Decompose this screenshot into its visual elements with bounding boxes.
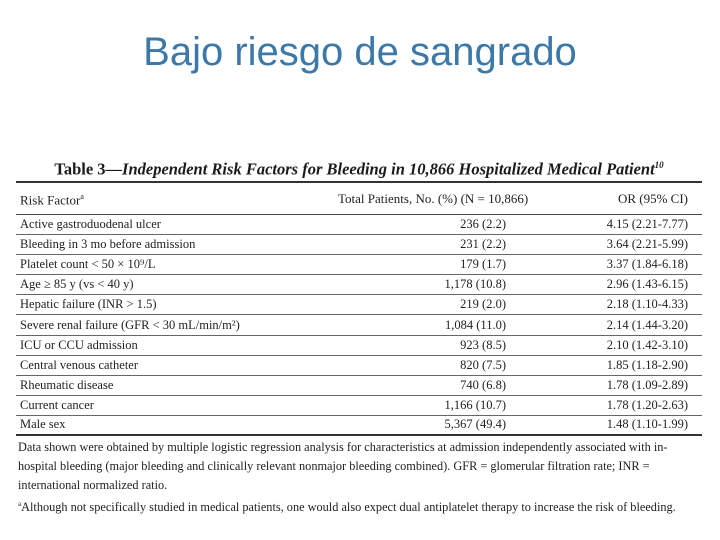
table-row [16,215,702,235]
table-footnote-a-mark: a [18,500,22,509]
row-risk-factor: Current cancer [20,397,94,412]
table-footnote-a-text: Although not specifically studied in medical patients, one would also expect dual antiplatelet therapy to increase the risk of bleeding. [21,500,676,515]
row-or: 3.64 (2.21-5.99) [606,237,688,252]
row-total-patients: 219 (2.0) [460,297,506,312]
row-risk-factor: Severe renal failure (GFR < 30 mL/min/m²) [20,317,240,332]
row-or: 3.37 (1.84-6.18) [606,257,688,272]
row-total-patients: 1,166 (10.7) [444,397,506,412]
table-caption-title: Independent Risk Factors for Bleeding in 10,866 Hospitalized Medical Patient [122,159,655,179]
row-risk-factor: Bleeding in 3 mo before admission [20,237,196,252]
table-row [16,315,702,335]
table-row [16,275,702,295]
row-or: 2.14 (1.44-3.20) [606,317,688,332]
table-header-row [16,183,702,215]
table-caption-ref: 10 [654,160,664,170]
row-or: 1.78 (1.20-2.63) [606,397,688,412]
row-risk-factor: Active gastroduodenal ulcer [20,217,161,232]
table-row [16,356,702,376]
table-row [16,235,702,255]
table-footnotes [16,436,702,517]
row-or: 2.10 (1.42-3.10) [606,337,688,352]
row-risk-factor: Rheumatic disease [20,377,114,392]
row-or: 4.15 (2.21-7.77) [606,217,688,232]
row-total-patients: 740 (6.8) [460,377,506,392]
table-row [16,376,702,396]
table-footnote-a [18,495,702,517]
row-total-patients: 1,084 (11.0) [445,317,506,332]
row-total-patients: 1,178 (10.8) [444,277,506,292]
row-risk-factor: Male sex [20,417,66,432]
row-total-patients: 179 (1.7) [460,257,506,272]
table-row [16,416,702,436]
row-or: 1.78 (1.09-2.89) [606,377,688,392]
table-row [16,295,702,315]
row-total-patients: 236 (2.2) [460,217,506,232]
row-total-patients: 231 (2.2) [460,237,506,252]
header-total-patients: Total Patients, No. (%) (N = 10,866) [338,191,529,206]
table-row [16,255,702,275]
row-risk-factor: Age ≥ 85 y (vs < 40 y) [20,277,134,292]
table-caption [16,153,702,181]
row-risk-factor: Central venous catheter [20,357,139,372]
row-risk-factor: Hepatic failure (INR > 1.5) [20,297,157,312]
header-or: OR (95% CI) [617,191,688,206]
row-risk-factor: Platelet count < 50 × 10⁹/L [20,257,156,272]
table-caption-prefix: Table 3— [54,159,123,179]
slide-title: Bajo riesgo de sangrado [143,30,577,74]
row-or: 1.85 (1.18-2.90) [606,357,688,372]
row-or: 2.18 (1.10-4.33) [606,297,688,312]
table-footnote-main: Data shown were obtained by multiple logistic regression analysis for characteristics at admission independently associated with in-hospital bleeding (major bleeding and clinically relevant nonmajor bleeding combined). GFR = glomerular filtration rate; INR = international normalized ratio. [18,440,668,493]
row-risk-factor: ICU or CCU admission [20,337,138,352]
row-total-patients: 5,367 (49.4) [444,417,506,432]
table-row [16,336,702,356]
header-risk-factor-label: Risk Factor [20,192,81,208]
table-row [16,396,702,416]
row-total-patients: 923 (8.5) [460,337,506,352]
header-risk-factor [16,187,338,209]
header-risk-factor-mark: a [80,192,84,202]
row-or: 1.48 (1.10-1.99) [606,417,688,432]
risk-factor-table [16,153,702,517]
row-total-patients: 820 (7.5) [460,357,506,372]
row-or: 2.96 (1.43-6.15) [606,277,688,292]
